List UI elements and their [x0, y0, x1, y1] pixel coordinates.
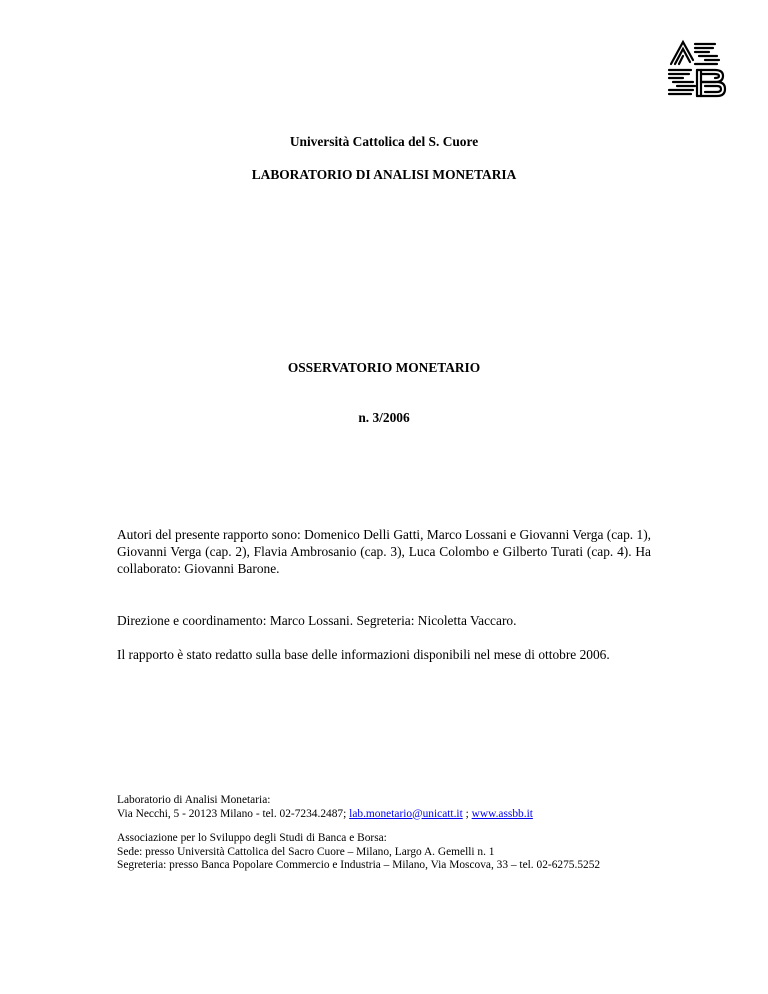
lab-contacts	[117, 794, 717, 821]
lab-address: Via Necchi, 5 - 20123 Milano - tel. 02-7234.2487;	[117, 807, 350, 820]
authors-paragraph: Autori del presente rapporto sono: Domenico Delli Gatti, Marco Lossani e Giovanni Verga (cap. 1), Giovanni Verga (cap. 2), Flavia Ambrosanio (cap. 3), Luca Colombo e Gilberto Turati (cap. 4). Ha collaborato: Giovanni Barone.	[117, 527, 651, 576]
association-name: Associazione per lo Sviluppo degli Studi di Banca e Borsa:	[117, 832, 387, 844]
direction-paragraph: Direzione e coordinamento: Marco Lossani. Segreteria: Nicoletta Vaccaro.	[117, 613, 517, 628]
association-secretariat: Segreteria: presso Banca Popolare Commercio e Industria – Milano, Via Moscova, 33 – tel. 02-6275.5252	[117, 859, 601, 871]
lab-website-link[interactable]: www.assbb.it	[471, 807, 533, 820]
lab-address-line	[117, 808, 717, 822]
report-title: OSSERVATORIO MONETARIO	[287, 360, 481, 375]
association-contacts	[117, 832, 747, 873]
link-separator: ;	[462, 807, 472, 820]
association-seat: Sede: presso Università Cattolica del Sacro Cuore – Milano, Largo A. Gemelli n. 1	[117, 845, 495, 858]
information-note: Il rapporto è stato redatto sulla base delle informazioni disponibili nel mese di ottobre 2006.	[117, 647, 610, 662]
lab-name: Laboratorio di Analisi Monetaria:	[117, 794, 271, 806]
issue-number: n. 3/2006	[358, 410, 410, 425]
lab-email-link[interactable]: lab.monetario@unicatt.it	[349, 807, 463, 820]
laboratory-name: LABORATORIO DI ANALISI MONETARIA	[251, 167, 517, 182]
assbb-logo-icon	[665, 38, 727, 100]
university-name: Università Cattolica del S. Cuore	[289, 134, 479, 149]
